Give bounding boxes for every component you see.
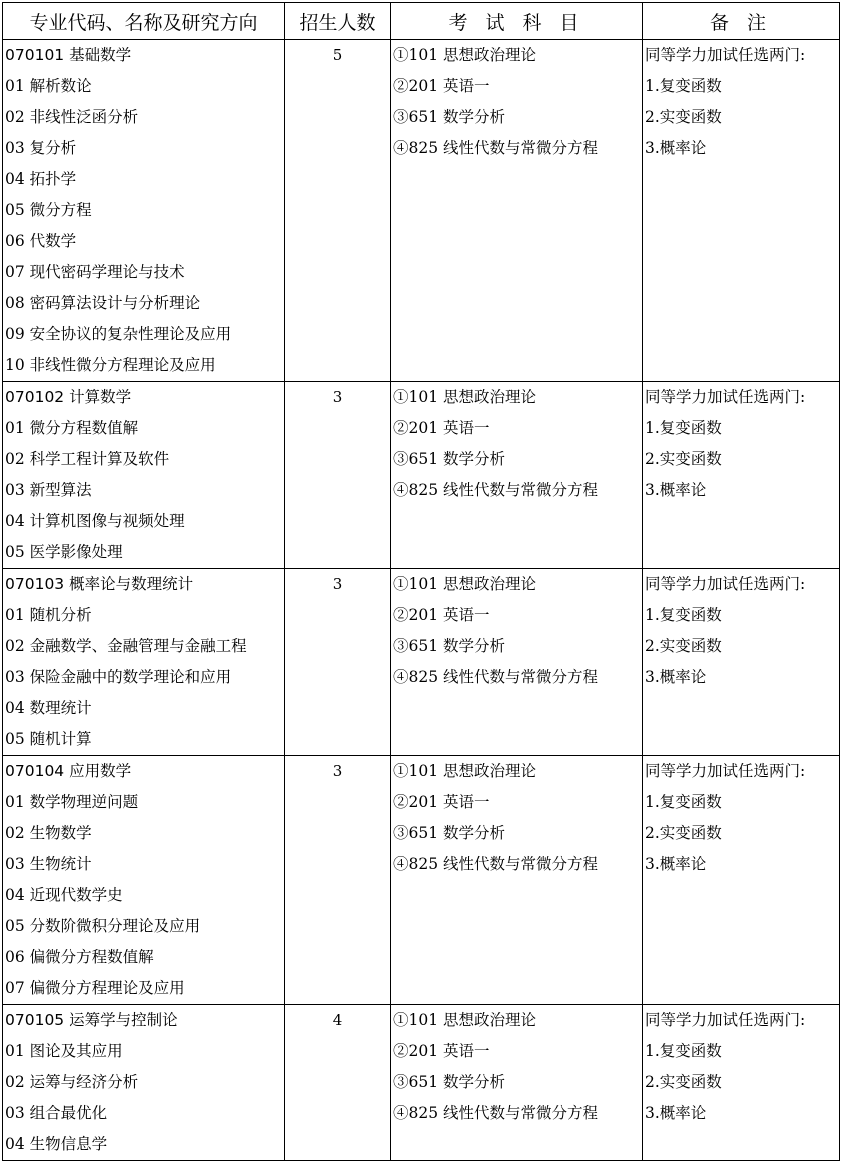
research-direction: 02 科学工程计算及软件 — [5, 450, 170, 468]
program-major-cell — [3, 569, 285, 756]
research-direction: 05 微分方程 — [5, 201, 92, 219]
exam-subject: ③651 数学分析 — [393, 108, 506, 126]
enrollment-cell — [285, 1005, 391, 1161]
research-direction: 04 近现代数学史 — [5, 886, 123, 904]
research-direction: 01 数学物理逆问题 — [5, 793, 139, 811]
exam-subjects-cell — [391, 756, 643, 1005]
note-line: 2.实变函数 — [645, 108, 722, 126]
program-row — [3, 382, 840, 569]
exam-subject: ③651 数学分析 — [393, 1073, 506, 1091]
exam-subject: ④825 线性代数与常微分方程 — [393, 139, 599, 157]
program-code-name: 070103 概率论与数理统计 — [5, 575, 194, 593]
note-line: 3.概率论 — [645, 1104, 707, 1122]
program-code-name: 070102 计算数学 — [5, 388, 132, 406]
exam-subject: ③651 数学分析 — [393, 824, 506, 842]
note-line: 同等学力加试任选两门: — [645, 388, 806, 406]
research-direction: 02 生物数学 — [5, 824, 92, 842]
research-direction: 02 金融数学、金融管理与金融工程 — [5, 637, 247, 655]
header-notes: 备 注 — [643, 3, 840, 40]
note-line: 1.复变函数 — [645, 793, 722, 811]
research-direction: 02 运筹与经济分析 — [5, 1073, 139, 1091]
program-row — [3, 756, 840, 1005]
program-major-cell — [3, 40, 285, 382]
exam-subject: ①101 思想政治理论 — [393, 1011, 537, 1029]
research-direction: 03 组合最优化 — [5, 1104, 108, 1122]
notes-cell — [643, 382, 840, 569]
research-direction: 01 图论及其应用 — [5, 1042, 123, 1060]
exam-subject: ②201 英语一 — [393, 419, 490, 437]
exam-subjects-cell — [391, 382, 643, 569]
exam-subject: ②201 英语一 — [393, 77, 490, 95]
header-exam-subjects: 考 试 科 目 — [391, 3, 643, 40]
table-body — [3, 40, 840, 1161]
notes-cell — [643, 40, 840, 382]
exam-subject: ④825 线性代数与常微分方程 — [393, 855, 599, 873]
research-direction: 06 代数学 — [5, 232, 77, 250]
exam-subjects-cell — [391, 1005, 643, 1161]
enrollment-cell — [285, 756, 391, 1005]
enrollment-table — [2, 2, 840, 1161]
exam-subject: ④825 线性代数与常微分方程 — [393, 481, 599, 499]
note-line: 同等学力加试任选两门: — [645, 575, 806, 593]
program-row — [3, 569, 840, 756]
exam-subject: ③651 数学分析 — [393, 450, 506, 468]
enrollment-cell — [285, 40, 391, 382]
note-line: 1.复变函数 — [645, 606, 722, 624]
note-line: 3.概率论 — [645, 481, 707, 499]
research-direction: 02 非线性泛函分析 — [5, 108, 139, 126]
note-line: 3.概率论 — [645, 855, 707, 873]
enrollment-count: 4 — [332, 1011, 343, 1029]
exam-subject: ①101 思想政治理论 — [393, 388, 537, 406]
notes-cell — [643, 756, 840, 1005]
exam-subject: ②201 英语一 — [393, 1042, 490, 1060]
note-line: 2.实变函数 — [645, 637, 722, 655]
note-line: 3.概率论 — [645, 668, 707, 686]
enrollment-count: 3 — [332, 388, 343, 406]
note-line: 1.复变函数 — [645, 1042, 722, 1060]
enrollment-cell — [285, 382, 391, 569]
exam-subject: ②201 英语一 — [393, 606, 490, 624]
research-direction: 01 解析数论 — [5, 77, 92, 95]
research-direction: 04 拓扑学 — [5, 170, 77, 188]
program-row — [3, 40, 840, 382]
note-line: 2.实变函数 — [645, 824, 722, 842]
header-enrollment: 招生人数 — [285, 3, 391, 40]
exam-subject: ①101 思想政治理论 — [393, 575, 537, 593]
research-direction: 08 密码算法设计与分析理论 — [5, 294, 201, 312]
program-code-name: 070104 应用数学 — [5, 762, 132, 780]
note-line: 1.复变函数 — [645, 419, 722, 437]
exam-subject: ①101 思想政治理论 — [393, 762, 537, 780]
exam-subject: ②201 英语一 — [393, 793, 490, 811]
program-row — [3, 1005, 840, 1161]
exam-subject: ③651 数学分析 — [393, 637, 506, 655]
enrollment-count: 3 — [332, 762, 343, 780]
notes-cell — [643, 1005, 840, 1161]
research-direction: 04 计算机图像与视频处理 — [5, 512, 185, 530]
enrollment-count: 5 — [332, 46, 343, 64]
header-major: 专业代码、名称及研究方向 — [3, 3, 285, 40]
research-direction: 03 保险金融中的数学理论和应用 — [5, 668, 232, 686]
exam-subject: ④825 线性代数与常微分方程 — [393, 668, 599, 686]
research-direction: 03 新型算法 — [5, 481, 92, 499]
note-line: 3.概率论 — [645, 139, 707, 157]
note-line: 2.实变函数 — [645, 1073, 722, 1091]
research-direction: 05 分数阶微积分理论及应用 — [5, 917, 201, 935]
program-code-name: 070105 运筹学与控制论 — [5, 1011, 178, 1029]
note-line: 同等学力加试任选两门: — [645, 1011, 806, 1029]
header-row — [3, 3, 840, 40]
enrollment-count: 3 — [332, 575, 343, 593]
research-direction: 07 现代密码学理论与技术 — [5, 263, 185, 281]
note-line: 1.复变函数 — [645, 77, 722, 95]
program-major-cell — [3, 1005, 285, 1161]
note-line: 同等学力加试任选两门: — [645, 762, 806, 780]
program-major-cell — [3, 756, 285, 1005]
research-direction: 05 医学影像处理 — [5, 543, 123, 561]
research-direction: 10 非线性微分方程理论及应用 — [5, 356, 216, 374]
research-direction: 03 生物统计 — [5, 855, 92, 873]
research-direction: 07 偏微分方程理论及应用 — [5, 979, 185, 997]
exam-subjects-cell — [391, 569, 643, 756]
note-line: 同等学力加试任选两门: — [645, 46, 806, 64]
notes-cell — [643, 569, 840, 756]
note-line: 2.实变函数 — [645, 450, 722, 468]
research-direction: 09 安全协议的复杂性理论及应用 — [5, 325, 232, 343]
research-direction: 01 微分方程数值解 — [5, 419, 139, 437]
research-direction: 01 随机分析 — [5, 606, 92, 624]
research-direction: 03 复分析 — [5, 139, 77, 157]
program-major-cell — [3, 382, 285, 569]
research-direction: 06 偏微分方程数值解 — [5, 948, 154, 966]
exam-subject: ④825 线性代数与常微分方程 — [393, 1104, 599, 1122]
research-direction: 04 生物信息学 — [5, 1135, 108, 1153]
exam-subject: ①101 思想政治理论 — [393, 46, 537, 64]
research-direction: 05 随机计算 — [5, 730, 92, 748]
program-code-name: 070101 基础数学 — [5, 46, 132, 64]
exam-subjects-cell — [391, 40, 643, 382]
research-direction: 04 数理统计 — [5, 699, 92, 717]
enrollment-cell — [285, 569, 391, 756]
